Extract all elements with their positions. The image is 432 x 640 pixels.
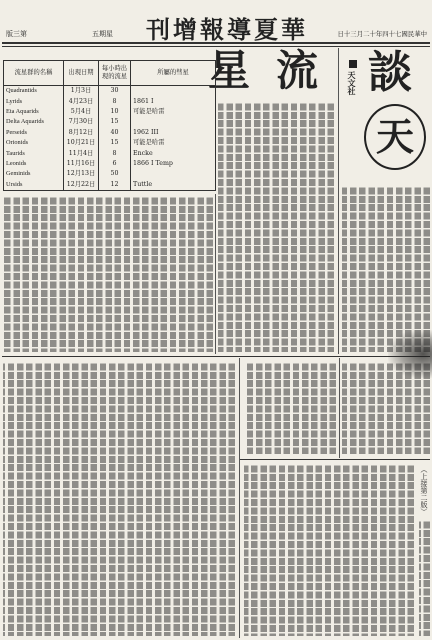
date-cell: 12月22日: [64, 180, 99, 191]
article-text-columns: [244, 362, 336, 454]
parent-comet-cell: 可能是哈雷: [131, 107, 216, 117]
date-cell: 12月13日: [64, 169, 99, 179]
hourly-rate-cell: 6: [99, 159, 131, 169]
parent-comet-cell: Tuttle: [131, 180, 216, 191]
section-rule: [2, 356, 430, 357]
shower-name-cell: Lyrids: [4, 96, 64, 106]
parent-comet-cell: [131, 86, 216, 97]
shower-name-cell: Orionids: [4, 138, 64, 148]
column-divider: [339, 358, 340, 458]
hourly-rate-cell: 15: [99, 117, 131, 127]
article-text-columns: [3, 196, 213, 352]
column-logo-char-1: 談: [368, 47, 412, 98]
article-text-columns: [419, 520, 430, 636]
article-text-columns: [3, 362, 235, 636]
article-text-columns: [342, 186, 430, 352]
header-date: 出現日期: [64, 61, 99, 86]
header-rule: [2, 42, 430, 44]
column-logo-circle: [364, 104, 426, 170]
date-cell: 5月4日: [64, 107, 99, 117]
hourly-rate-cell: 30: [99, 86, 131, 97]
article-text-columns: [218, 102, 334, 352]
column-divider: [215, 194, 216, 354]
parent-comet-cell: 1962 III: [131, 128, 216, 138]
hourly-rate-cell: 50: [99, 169, 131, 179]
hourly-rate-cell: 12: [99, 180, 131, 191]
date-cell: 11月4日: [64, 148, 99, 158]
shower-name-cell: Geminids: [4, 169, 64, 179]
parent-comet-cell: 可能是哈雷: [131, 138, 216, 148]
date-cell: 11月16日: [64, 159, 99, 169]
column-divider: [239, 358, 240, 638]
article-title: 流星: [208, 46, 345, 95]
hourly-rate-cell: 15: [99, 138, 131, 148]
hourly-rate-cell: 8: [99, 96, 131, 106]
shower-name-cell: Taurids: [4, 148, 64, 158]
table-row: [4, 117, 216, 127]
masthead-title: 華夏導報增刊: [146, 15, 308, 44]
table-header-row: [4, 61, 216, 86]
parent-comet-cell: 1866 I Temp: [131, 159, 216, 169]
shower-name-cell: Eta Aquarids: [4, 107, 64, 117]
date-cell: 8月12日: [64, 128, 99, 138]
table-row: [4, 148, 216, 158]
parent-comet-cell: 1861 I: [131, 96, 216, 106]
table-row: [4, 107, 216, 117]
column-logo-subtitle: 天文社: [347, 71, 357, 95]
section-rule: [240, 459, 430, 460]
table-row: [4, 86, 216, 97]
column-divider: [338, 48, 339, 354]
page-number: 第三版: [6, 30, 27, 38]
shower-name-cell: Delta Aquarids: [4, 117, 64, 127]
issue-date: 中華民國七十四年十二月三十日: [337, 30, 427, 38]
table-row: [4, 169, 216, 179]
date-cell: 10月21日: [64, 138, 99, 148]
date-cell: 1月3日: [64, 86, 99, 97]
table-row: [4, 180, 216, 191]
shower-name-cell: Leonids: [4, 159, 64, 169]
hourly-rate-cell: 40: [99, 128, 131, 138]
parent-comet-cell: Encke: [131, 148, 216, 158]
article-text-columns: [244, 464, 414, 636]
hourly-rate-cell: 8: [99, 148, 131, 158]
table-row: [4, 138, 216, 148]
table-row: [4, 96, 216, 106]
header-shower-name: 流星群的名稱: [4, 61, 64, 86]
date-cell: 4月23日: [64, 96, 99, 106]
header-parent-comet: 所屬的彗星: [131, 61, 216, 86]
weekday: 星期五: [92, 30, 113, 38]
shower-name-cell: Perseids: [4, 128, 64, 138]
square-icon: [349, 60, 357, 68]
scan-smudge: [388, 330, 432, 378]
date-cell: 7月30日: [64, 117, 99, 127]
header-hourly-rate: 每小時出現的流星: [99, 61, 131, 86]
parent-comet-cell: [131, 117, 216, 127]
shower-name-cell: Quadrantids: [4, 86, 64, 97]
table-row: [4, 128, 216, 138]
shower-name-cell: Ursids: [4, 180, 64, 191]
continued-from-note: （上接第二版）: [420, 466, 428, 515]
table-row: [4, 159, 216, 169]
meteor-shower-table: [3, 60, 216, 191]
parent-comet-cell: [131, 169, 216, 179]
column-logo-char-2: 天: [375, 114, 414, 159]
hourly-rate-cell: 10: [99, 107, 131, 117]
